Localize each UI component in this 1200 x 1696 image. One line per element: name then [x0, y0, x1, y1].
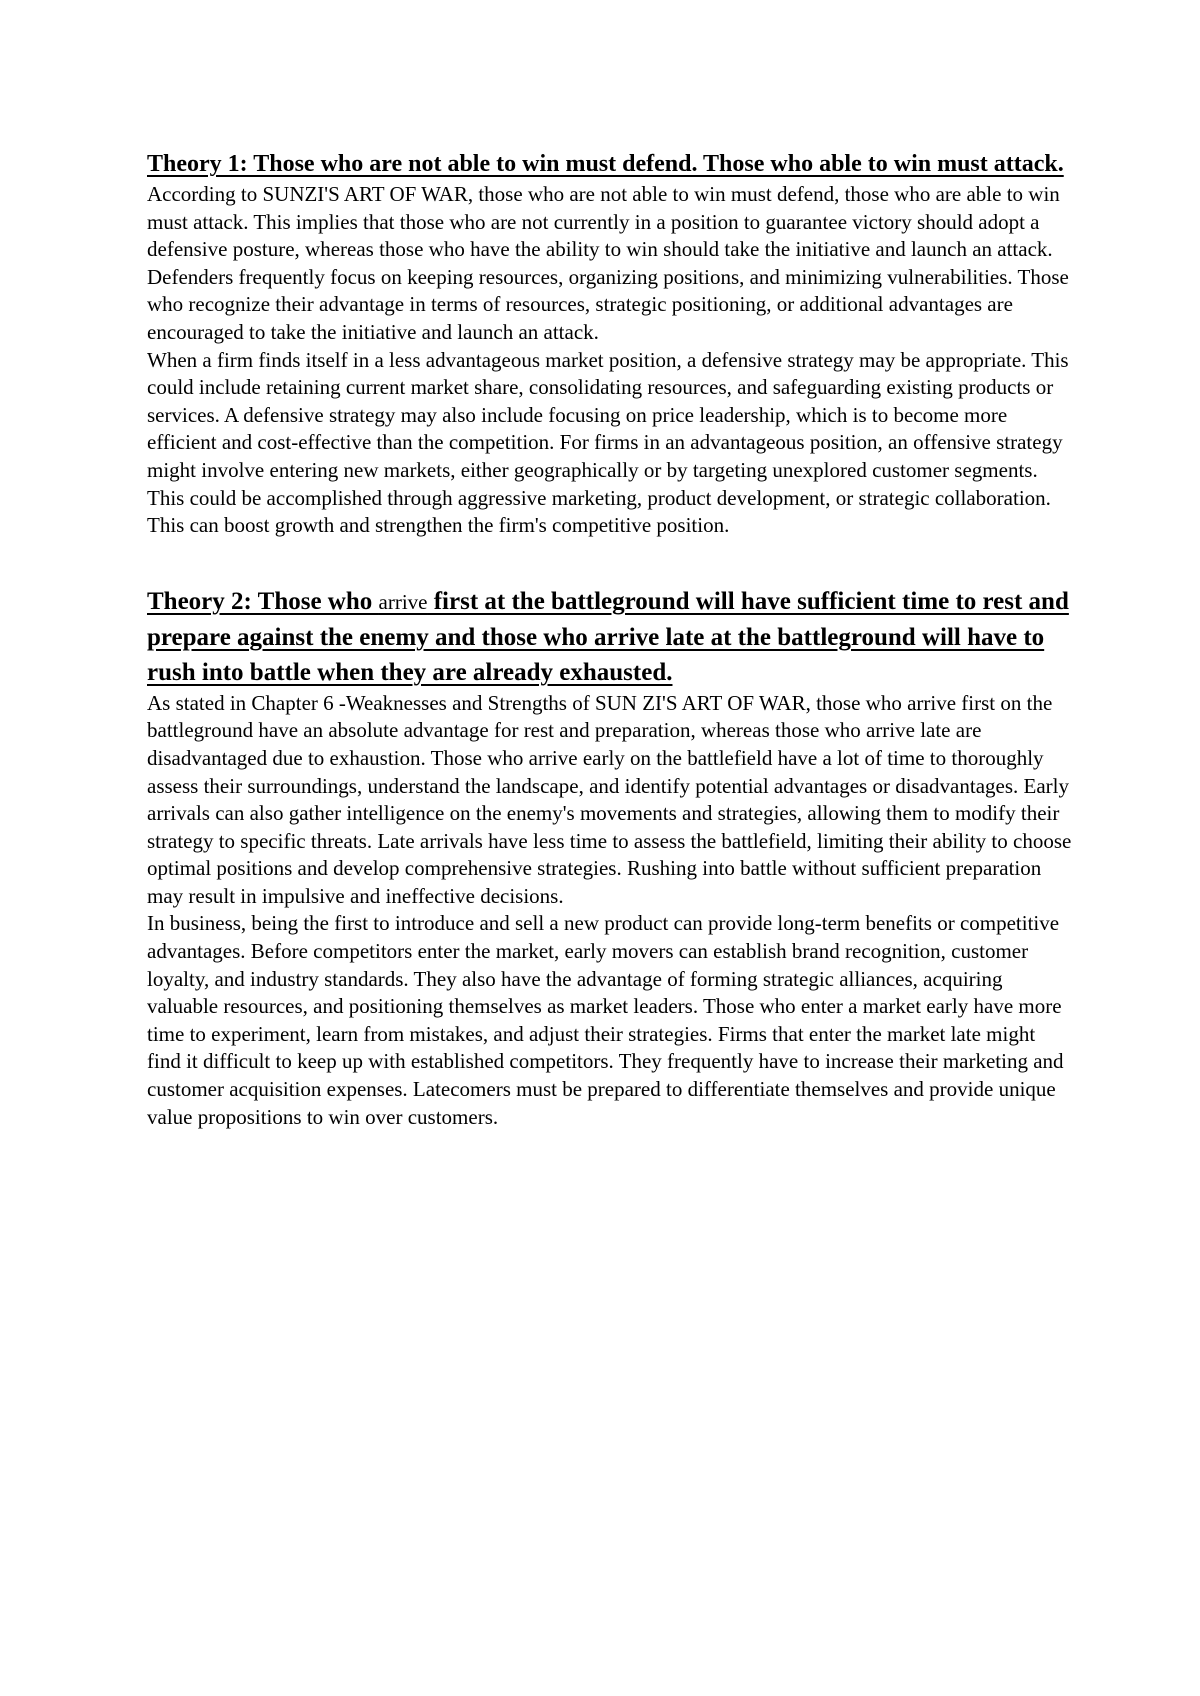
theory-2-paragraph-1: As stated in Chapter 6 -Weaknesses and Strengths of SUN ZI'S ART OF WAR, those who arrive first on the battleground have an absolute advantage for rest and preparation, whereas those who arrive late are disadvantaged due to exhaustion. Those who arrive early on the battlefield have a lot of time to thoroughly assess their surroundings, understand the landscape, and identify potential advantages or disadvantages. Early arrivals can also gather intelligence on the enemy's movements and strategies, allowing them to modify their strategy to specific threats. Late arrivals have less time to assess the battlefield, limiting their ability to choose optimal positions and develop comprehensive strategies. Rushing into battle without sufficient preparation may result in impulsive and ineffective decisions.: [147, 690, 1072, 908]
theory-2-heading-part-1: Theory 2: Those who: [147, 587, 379, 615]
document-body: [147, 148, 1072, 1131]
theory-1-heading: Theory 1: Those who are not able to win must defend. Those who able to win must attack.: [147, 151, 1064, 177]
theory-2-paragraph-2: In business, being the first to introduce and sell a new product can provide long-term benefits or competitive advantages. Before competitors enter the market, early movers can establish brand recognition, customer loyalty, and industry standards. They also have the advantage of forming strategic alliances, acquiring valuable resources, and positioning themselves as market leaders. Those who enter a market early have more time to experiment, learn from mistakes, and adjust their strategies. Firms that enter the market late might find it difficult to keep up with established competitors. They frequently have to increase their marketing and customer acquisition expenses. Latecomers must be prepared to differentiate themselves and provide unique value propositions to win over customers.: [147, 911, 1064, 1129]
theory-2-heading-part-3: first at the battleground will have sufficient time to rest and prepare against the enemy and those who arrive late at the battleground will have to rush into battle when they are already exhausted.: [147, 587, 1069, 686]
theory-2-heading-part-2: arrive: [378, 589, 428, 614]
theory-1-paragraph-2: When a firm finds itself in a less advantageous market position, a defensive strategy may be appropriate. This could include retaining current market share, consolidating resources, and safeguarding existing products or services. A defensive strategy may also include focusing on price leadership, which is to become more efficient and cost-effective than the competition. For firms in an advantageous position, an offensive strategy might involve entering new markets, either geographically or by targeting unexplored customer segments. This could be accomplished through aggressive marketing, product development, or strategic collaboration. This can boost growth and strengthen the firm's competitive position.: [147, 347, 1069, 538]
theory-1-paragraph-1: According to SUNZI'S ART OF WAR, those who are not able to win must defend, those who are able to win must attack. This implies that those who are not currently in a position to guarantee victory should adopt a defensive posture, whereas those who have the ability to win should take the initiative and launch an attack. Defenders frequently focus on keeping resources, organizing positions, and minimizing vulnerabilities. Those who recognize their advantage in terms of resources, strategic positioning, or additional advantages are encouraged to take the initiative and launch an attack.: [147, 182, 1069, 344]
theory-2-heading: [147, 584, 1072, 690]
